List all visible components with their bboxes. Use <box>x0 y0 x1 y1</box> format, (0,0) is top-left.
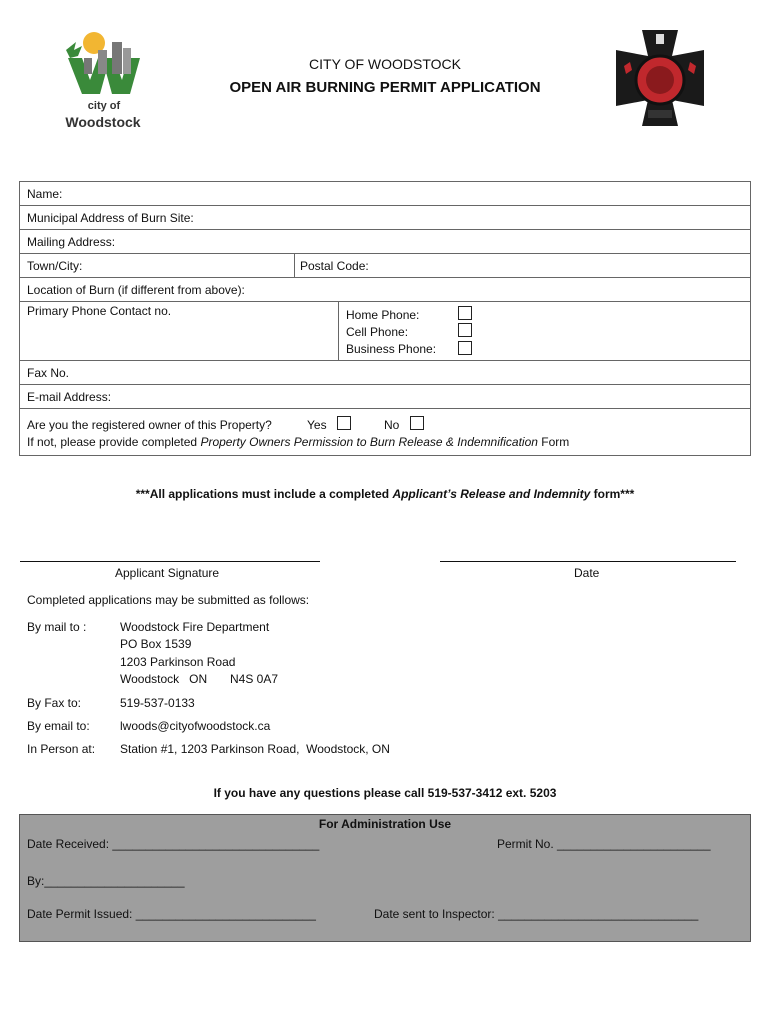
notice-form-name: Applicant’s Release and Indemnity <box>392 487 591 501</box>
mail-line-2: PO Box 1539 <box>120 637 192 651</box>
email-link[interactable]: lwoods@cityofwoodstock.ca <box>120 719 271 733</box>
fax-field[interactable]: Fax No. <box>27 366 70 380</box>
submission-intro: Completed applications may be submitted as follows: <box>27 593 310 607</box>
questions-contact: If you have any questions please call 519-537-3412 ext. 5203 <box>213 786 557 800</box>
in-person-value: Station #1, 1203 Parkinson Road, Woodstock, ON <box>120 742 390 756</box>
admin-title: For Administration Use <box>318 817 452 831</box>
email-label: By email to: <box>27 719 90 733</box>
note-suffix: Form <box>537 435 570 449</box>
in-person-label: In Person at: <box>27 742 96 756</box>
note-prefix: If not, please provide completed <box>27 435 201 449</box>
owner-no-checkbox[interactable] <box>410 416 424 430</box>
postal-code-field[interactable]: Postal Code: <box>300 259 369 273</box>
mail-line-4-city: Woodstock ON <box>120 672 208 686</box>
town-city-field[interactable]: Town/City: <box>27 259 83 273</box>
city-name: CITY OF WOODSTOCK <box>309 56 461 72</box>
owner-permission-note <box>27 435 569 449</box>
business-phone-checkbox[interactable] <box>458 341 472 355</box>
form-vertical-divider <box>294 254 295 277</box>
permit-no-field[interactable]: Permit No. _______________________ <box>497 837 711 851</box>
form-divider <box>20 229 751 230</box>
form-divider <box>20 408 751 409</box>
signature-line[interactable] <box>20 561 320 562</box>
form-divider <box>20 301 751 302</box>
mail-line-1: Woodstock Fire Department <box>120 620 270 634</box>
notice-suffix: form*** <box>590 487 635 501</box>
mail-line-4-postal: N4S 0A7 <box>230 672 279 686</box>
fire-department-badge <box>612 26 708 130</box>
date-label: Date <box>574 566 600 580</box>
form-divider <box>20 253 751 254</box>
fax-value: 519-537-0133 <box>120 696 195 710</box>
business-phone-label: Business Phone: <box>346 342 437 356</box>
date-sent-field[interactable]: Date sent to Inspector: ______________________________ <box>374 907 699 921</box>
cell-phone-checkbox[interactable] <box>458 323 472 337</box>
date-issued-field[interactable]: Date Permit Issued: ___________________________ <box>27 907 316 921</box>
notice-prefix: ***All applications must include a completed <box>135 487 393 501</box>
name-field[interactable]: Name: <box>27 187 63 201</box>
form-divider <box>20 360 751 361</box>
fax-label: By Fax to: <box>27 696 82 710</box>
mailing-address-field[interactable]: Mailing Address: <box>27 235 116 249</box>
owner-question: Are you the registered owner of this Property? <box>27 418 272 432</box>
cell-phone-label: Cell Phone: <box>346 325 409 339</box>
home-phone-checkbox[interactable] <box>458 306 472 320</box>
by-field[interactable]: By:_____________________ <box>27 874 185 888</box>
home-phone-label: Home Phone: <box>346 308 420 322</box>
form-divider <box>20 384 751 385</box>
mail-label: By mail to : <box>27 620 87 634</box>
form-divider <box>20 205 751 206</box>
mail-line-3: 1203 Parkinson Road <box>120 655 236 669</box>
municipal-address-field[interactable]: Municipal Address of Burn Site: <box>27 211 194 225</box>
applicant-signature-label: Applicant Signature <box>115 566 220 580</box>
release-notice <box>0 487 770 501</box>
note-form-name: Property Owners Permission to Burn Release & Indemnification <box>200 435 538 449</box>
date-received-field[interactable]: Date Received: _______________________________ <box>27 837 320 851</box>
yes-label: Yes <box>307 418 327 432</box>
city-logo-text-large: Woodstock <box>65 114 141 130</box>
form-divider <box>20 277 751 278</box>
email-field[interactable]: E-mail Address: <box>27 390 112 404</box>
city-logo-text-small: city of <box>87 100 121 112</box>
page-title: OPEN AIR BURNING PERMIT APPLICATION <box>229 79 541 96</box>
no-label: No <box>384 418 400 432</box>
form-vertical-divider <box>338 302 339 360</box>
owner-yes-checkbox[interactable] <box>337 416 351 430</box>
location-field[interactable]: Location of Burn (if different from above): <box>27 283 245 297</box>
primary-phone-field[interactable]: Primary Phone Contact no. <box>27 304 172 318</box>
date-line[interactable] <box>440 561 736 562</box>
